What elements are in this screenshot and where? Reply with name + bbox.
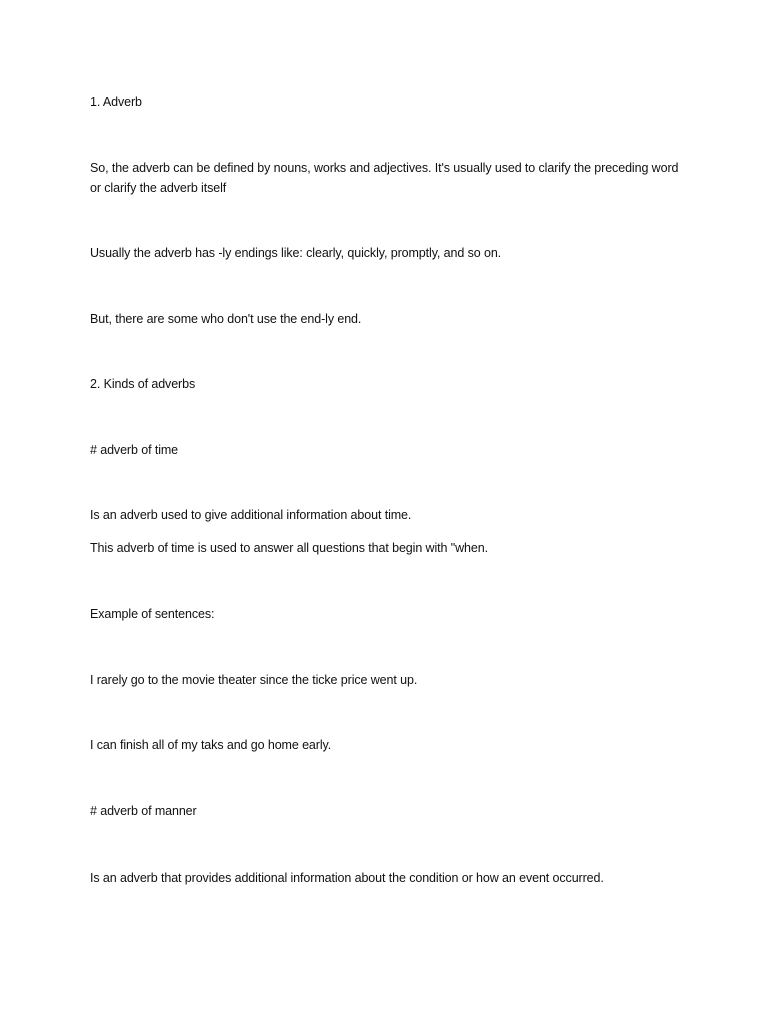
paragraph-manner-definition: Is an adverb that provides additional information about the condition or how an event occurred. bbox=[90, 871, 604, 885]
paragraph-time-when: This adverb of time is used to answer all questions that begin with "when. bbox=[90, 541, 488, 555]
example-sentence-2: I can finish all of my taks and go home early. bbox=[90, 738, 332, 752]
heading-example-sentences: Example of sentences: bbox=[90, 607, 215, 621]
heading-adverb-of-time: # adverb of time bbox=[90, 443, 179, 457]
paragraph-definition: So, the adverb can be defined by nouns, works and adjectives. It's usually used to clarify the preceding word or clarify the adverb itself bbox=[90, 161, 679, 195]
paragraph-exceptions: But, there are some who don't use the end-ly end. bbox=[90, 312, 362, 326]
example-sentence-1: I rarely go to the movie theater since the ticke price went up. bbox=[90, 673, 418, 687]
heading-kinds-of-adverbs: 2. Kinds of adverbs bbox=[90, 377, 196, 391]
heading-adverb: 1. Adverb bbox=[90, 95, 142, 109]
paragraph-ly-endings: Usually the adverb has -ly endings like: clearly, quickly, promptly, and so on. bbox=[90, 246, 502, 260]
heading-adverb-of-manner: # adverb of manner bbox=[90, 804, 197, 818]
paragraph-time-definition: Is an adverb used to give additional information about time. bbox=[90, 508, 412, 522]
